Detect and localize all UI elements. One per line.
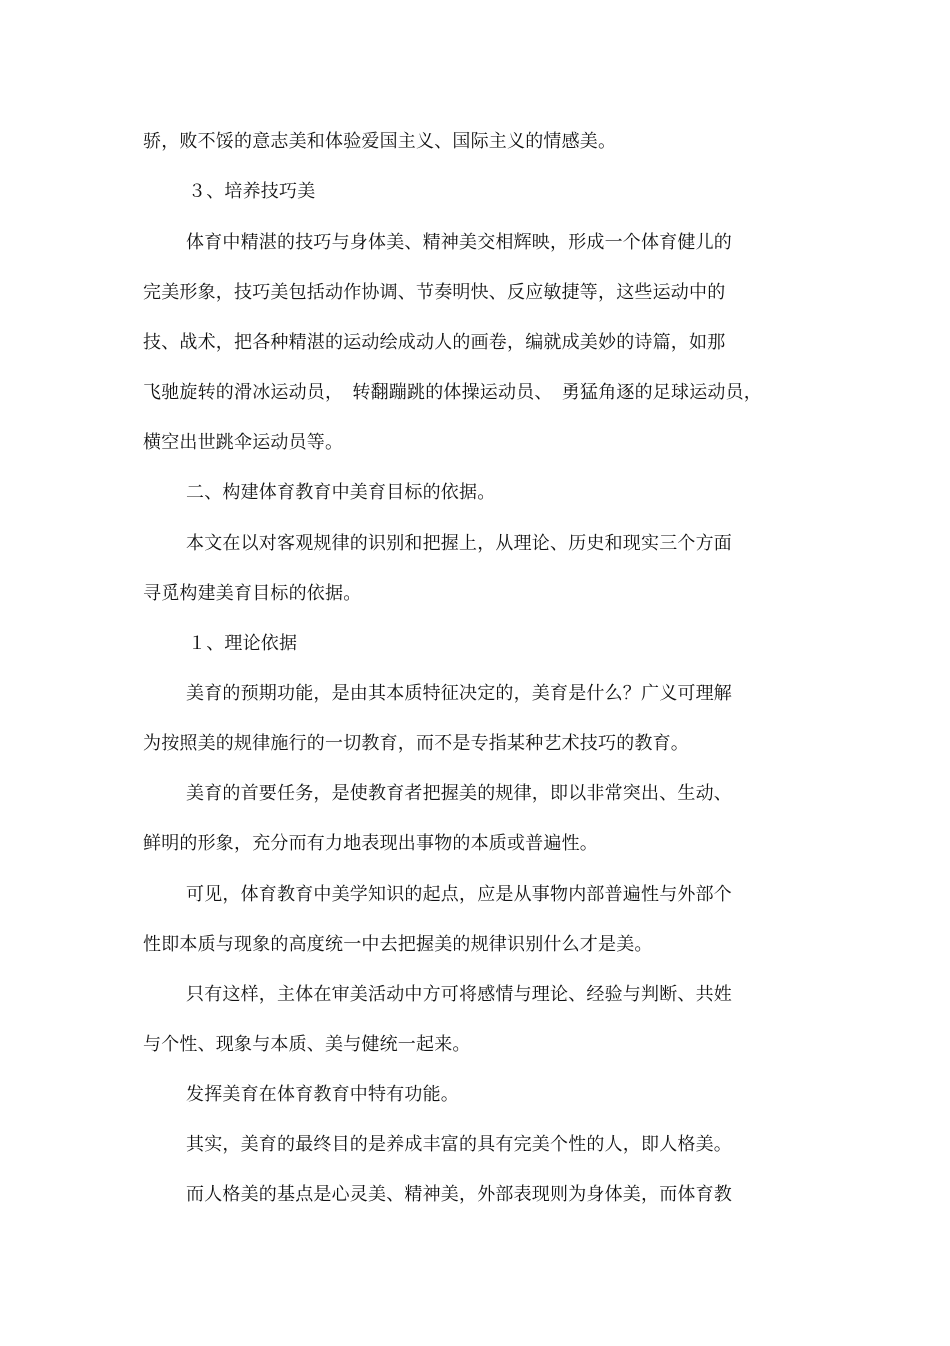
text-line-16: 可见，体育教育中美学知识的起点，应是从事物内部普遍性与外部个	[186, 884, 732, 905]
text-line-10: 寻觅构建美育目标的依据。	[143, 583, 362, 604]
text-line-20: 发挥美育在体育教育中特有功能。	[186, 1084, 459, 1105]
text-line-18: 只有这样，主体在审美活动中方可将感情与理论、经验与判断、共姓	[186, 984, 732, 1005]
text-line-9: 本文在以对客观规律的识别和把握上，从理论、历史和现实三个方面	[186, 533, 732, 554]
text-line-15: 鲜明的形象，充分而有力地表现出事物的本质或普遍性。	[143, 833, 598, 854]
text-line-12: 美育的预期功能，是由其本质特征决定的，美育是什么？广义可理解	[186, 683, 732, 704]
text-line-7: 横空出世跳伞运动员等。	[143, 432, 344, 453]
section-heading-2: 二、构建体育教育中美育目标的依据。	[186, 482, 496, 503]
section-heading-1: １、理论依据	[188, 633, 298, 654]
text-line-4: 完美形象，技巧美包括动作协调、节奏明快、反应敏捷等，这些运动中的	[143, 282, 726, 303]
text-line-5: 技、战术，把各种精湛的运动绘成动人的画卷，编就成美妙的诗篇，如那	[143, 332, 726, 353]
section-heading-3: ３、培养技巧美	[188, 181, 316, 202]
text-line-17: 性即本质与现象的高度统一中去把握美的规律识别什么才是美。	[143, 934, 653, 955]
text-line-13: 为按照美的规律施行的一切教育，而不是专指某种艺术技巧的教育。	[143, 733, 689, 754]
text-line-6: 飞驰旋转的滑冰运动员， 转翻蹦跳的体操运动员、 勇猛角逐的足球运动员，	[143, 382, 762, 403]
text-line-19: 与个性、现象与本质、美与健统一起来。	[143, 1034, 471, 1055]
text-line-1: 骄，败不馁的意志美和体验爱国主义、国际主义的情感美。	[143, 131, 617, 152]
text-line-21: 其实，美育的最终目的是养成丰富的具有完美个性的人，即人格美。	[186, 1134, 732, 1155]
text-line-3: 体育中精湛的技巧与身体美、精神美交相辉映，形成一个体育健儿的	[186, 232, 732, 253]
text-line-14: 美育的首要任务，是使教育者把握美的规律，即以非常突出、生动、	[186, 783, 732, 804]
text-line-22: 而人格美的基点是心灵美、精神美，外部表现则为身体美，而体育教	[186, 1184, 732, 1205]
